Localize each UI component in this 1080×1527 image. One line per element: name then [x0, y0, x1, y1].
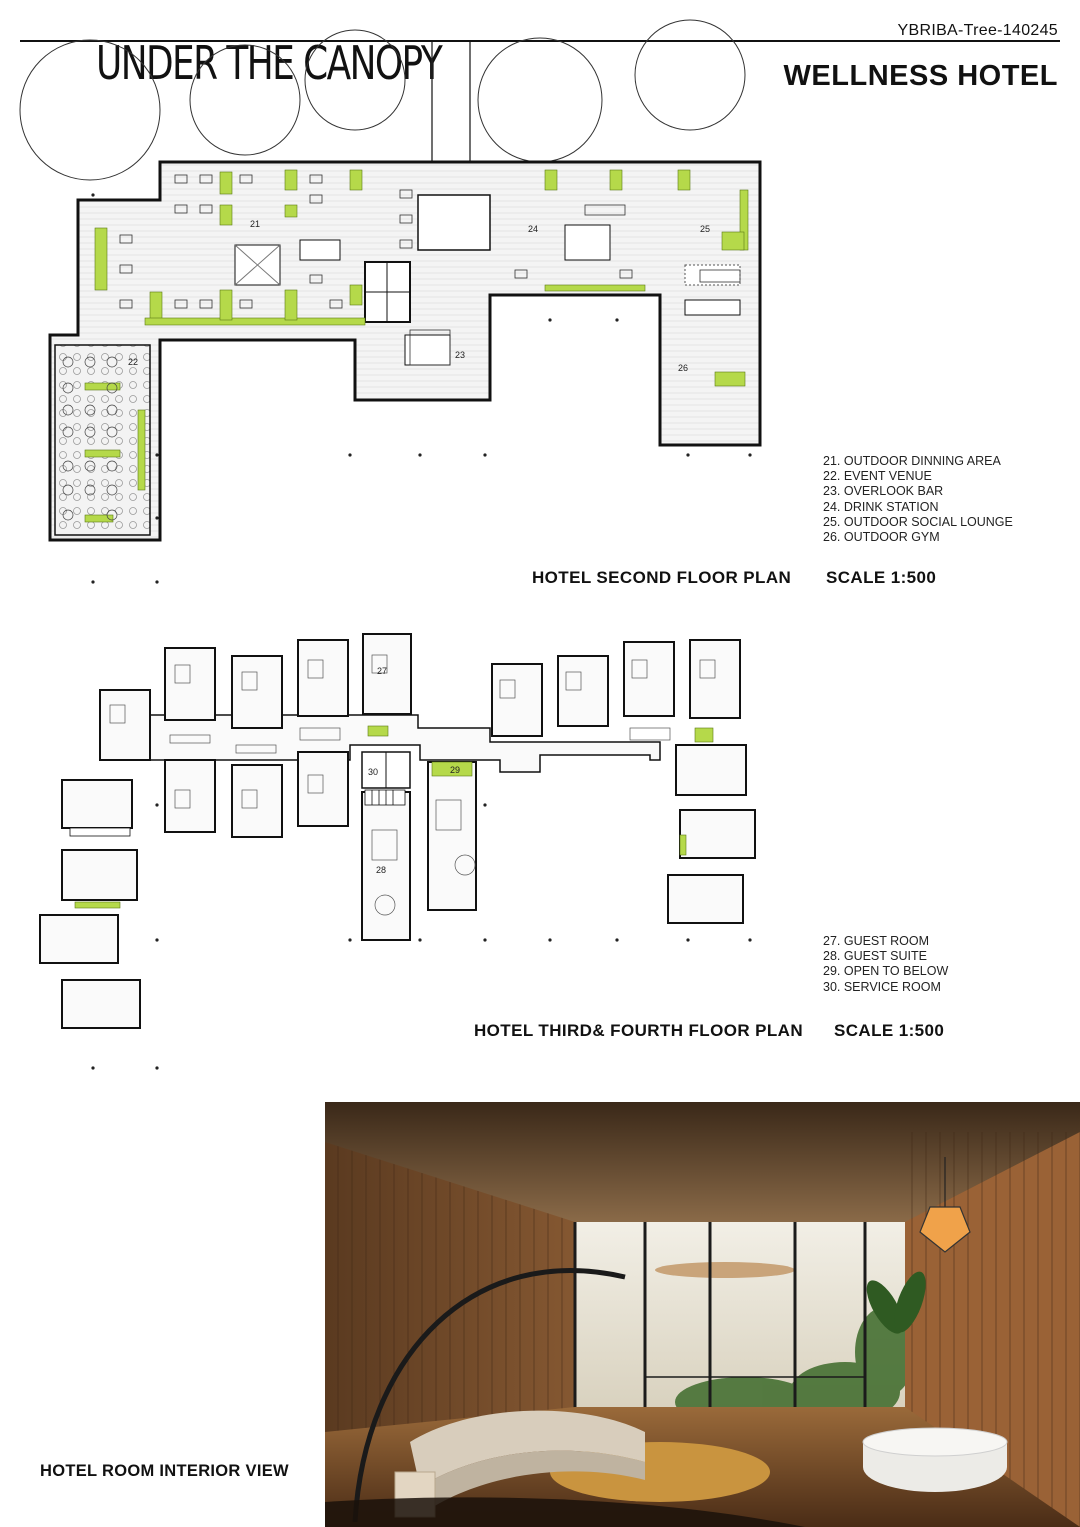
legend-third-fourth-floor	[823, 934, 948, 995]
second-floor-plan	[50, 162, 760, 584]
legend-item: 21. OUTDOOR DINNING AREA	[823, 454, 1001, 468]
legend-second-floor	[823, 454, 1013, 545]
room-number-29: 29	[450, 765, 461, 775]
tree-canopy-outlines	[20, 20, 745, 180]
room-number-24: 24	[528, 224, 539, 234]
legend-item: 23. OVERLOOK BAR	[823, 484, 944, 499]
room-number-28: 28	[376, 865, 387, 875]
room-number-27: 27	[377, 666, 388, 676]
sheet-id: YBRIBA-Tree-140245	[897, 22, 1058, 39]
legend-item: 25. OUTDOOR SOCIAL LOUNGE	[823, 514, 1013, 529]
interior-render	[325, 1102, 1080, 1527]
project-subtitle: WELLNESS HOTEL	[783, 60, 1058, 92]
room-number-21: 21	[250, 219, 261, 229]
third-fourth-floor-plan	[40, 634, 755, 1070]
project-title: UNDER THE CANOPY	[96, 36, 442, 90]
legend-item: 29. OPEN TO BELOW	[823, 964, 949, 979]
second-floor-scale: SCALE 1:500	[826, 568, 937, 587]
room-number-23: 23	[455, 350, 466, 360]
legend-item: 22. EVENT VENUE	[823, 469, 932, 484]
legend-item: 26. OUTDOOR GYM	[823, 529, 940, 544]
third-fourth-floor-caption: HOTEL THIRD& FOURTH FLOOR PLAN	[474, 1021, 803, 1040]
interior-caption: HOTEL ROOM INTERIOR VIEW	[40, 1462, 289, 1480]
legend-item: 24. DRINK STATION	[823, 499, 939, 514]
room-number-25: 25	[700, 224, 711, 234]
room-number-26: 26	[678, 363, 689, 373]
legend-item: 27. GUEST ROOM	[823, 934, 930, 948]
room-number-22: 22	[128, 357, 139, 367]
legend-item: 30. SERVICE ROOM	[823, 979, 941, 994]
canopy-path-lines	[432, 42, 470, 165]
third-fourth-floor-scale: SCALE 1:500	[834, 1021, 945, 1040]
legend-item: 28. GUEST SUITE	[823, 949, 927, 964]
second-floor-caption: HOTEL SECOND FLOOR PLAN	[532, 568, 792, 587]
room-number-30: 30	[368, 767, 379, 777]
interior-render-image	[325, 1102, 1080, 1527]
